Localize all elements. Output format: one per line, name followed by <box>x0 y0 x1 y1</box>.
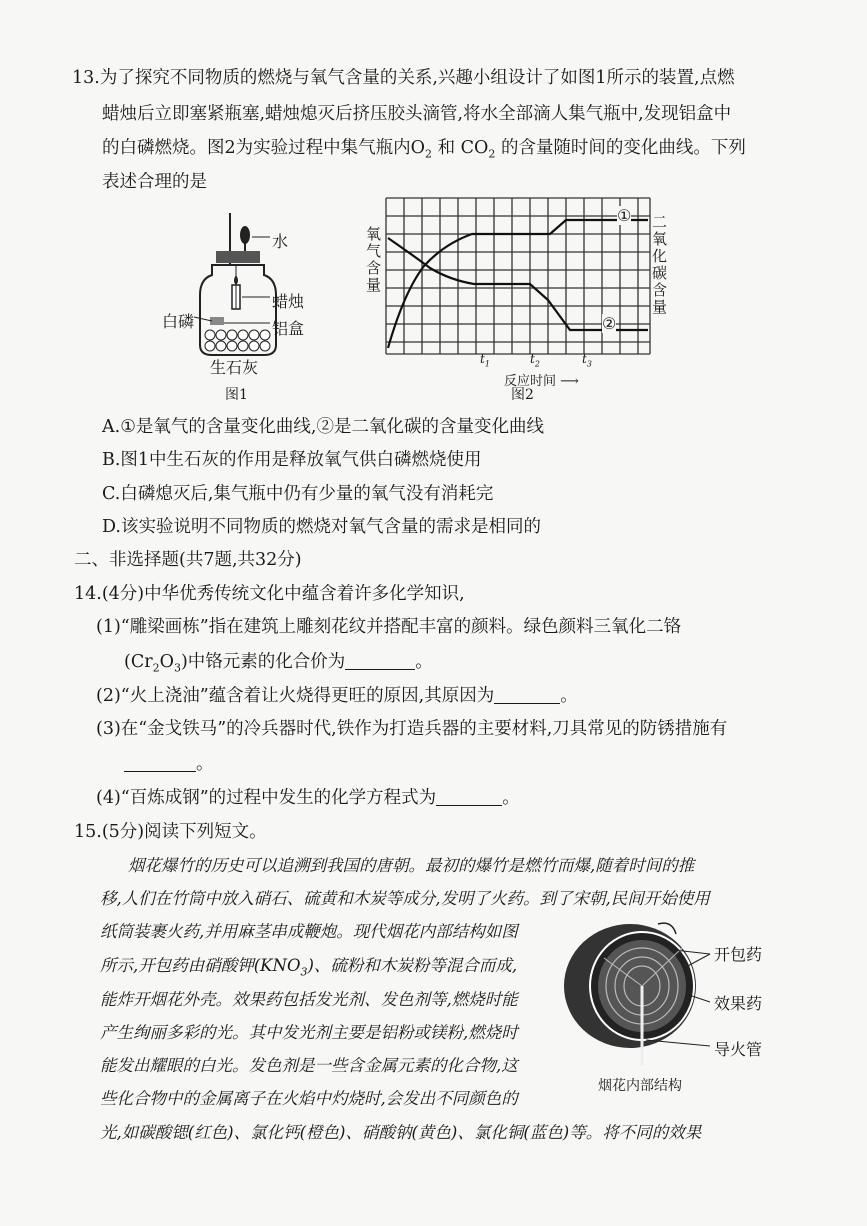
answer-blank-4[interactable] <box>436 788 502 807</box>
firework-caption: 烟花内部结构 <box>598 1078 682 1094</box>
q13-line-1 <box>72 64 735 89</box>
co2-formula: 和 CO <box>432 138 489 158</box>
q14-part-4-end: 。 <box>502 788 520 808</box>
curve-1-marker: ① <box>617 206 632 225</box>
option-d: D.该实验说明不同物质的燃烧对氧气含量的需求是相同的 <box>102 517 541 537</box>
o-sub: 3 <box>173 661 181 675</box>
option-a: A.①是氧气的含量变化曲线,②是二氧化碳的含量变化曲线 <box>102 417 544 437</box>
answer-blank-2[interactable] <box>494 686 560 705</box>
t1-text: t <box>480 352 485 366</box>
q14-part-3-blank-line <box>124 750 214 775</box>
option-b: B.图1中生石灰的作用是释放氧气供白磷燃烧使用 <box>102 450 482 470</box>
fig2-ylabel-left: 氧气含量 <box>366 225 382 294</box>
cr-formula-open: (Cr <box>124 652 153 672</box>
q14-part-3-end: 。 <box>196 754 214 774</box>
q14-part-4-text: (4)“百炼成钢”的过程中发生的化学方程式为 <box>96 788 437 808</box>
q15-passage-line-3: 纸筒装裹火药,并用麻茎串成鞭炮。现代烟花内部结构如图 <box>100 922 518 941</box>
fig1-label-candle: 蜡烛 <box>272 292 305 311</box>
q13-line-3 <box>102 134 746 161</box>
fig1-label-phosphorus: 白磷 <box>162 312 195 331</box>
fig1-label-box: 铝盒 <box>272 319 305 338</box>
o2-formula: O <box>410 138 425 158</box>
q14-part-4 <box>96 784 520 809</box>
fig2-xlabel: 反应时间 ⟶ <box>504 374 579 389</box>
xlabel-text: 反应时间 <box>504 374 557 389</box>
t2-sub: 2 <box>534 359 540 369</box>
q15-passage-line-5: 能炸开烟花外壳。效果药包括发光剂、发色剂等,燃烧时能 <box>100 990 518 1009</box>
q15-passage-line-6: 产生绚丽多彩的光。其中发光剂主要是铝粉或镁粉,燃烧时 <box>100 1023 518 1042</box>
q15-passage-line-4-tail: )、硫粉和木炭粉等混合而成, <box>307 956 518 975</box>
t3-text: t <box>582 352 587 366</box>
answer-blank-1[interactable] <box>345 652 415 671</box>
q14-part-2-end: 。 <box>560 686 578 706</box>
option-c: C.白磷熄灭后,集气瓶中仍有少量的氧气没有消耗完 <box>102 484 494 504</box>
q13-stem-1: 为了探究不同物质的燃烧与氧气含量的关系,兴趣小组设计了如图1所示的装置,点燃 <box>99 68 735 88</box>
q15-intro: 15.(5分)阅读下列短文。 <box>74 822 267 842</box>
t2-text: t <box>530 352 535 366</box>
fig1-label-water: 水 <box>272 232 289 251</box>
kno3-sub: 3 <box>300 965 308 979</box>
o2-sub: 2 <box>425 147 432 161</box>
answer-blank-3[interactable] <box>124 754 196 773</box>
q15-passage-line-7: 能发出耀眼的白光。发色剂是一些含金属元素的化合物,这 <box>100 1056 518 1075</box>
q14-part-1b <box>124 648 433 675</box>
fig1-label-lime: 生石灰 <box>210 358 259 377</box>
t1-sub: 1 <box>484 359 490 369</box>
fig2-tick-t1 <box>480 352 490 368</box>
q13-number: 13. <box>72 68 100 88</box>
fig2-ylabel-right: 二氧化碳含量 <box>652 213 668 316</box>
t3-sub: 3 <box>586 359 592 369</box>
figure-1-apparatus <box>160 205 360 405</box>
section-2-heading: 二、非选择题(共7题,共32分) <box>74 550 302 570</box>
q15-passage-line-9: 光,如碳酸锶(红色)、氯化钙(橙色)、硝酸钠(黄色)、氯化铜(蓝色)等。将不同的效果 <box>100 1123 702 1142</box>
q14-part-1b-text: )中铬元素的化合价为 <box>180 652 346 672</box>
q15-passage-line-4-text: 所示,开包药由硝酸钾(KNO <box>100 956 301 975</box>
q13-stem-3-end: 的含量随时间的变化曲线。下列 <box>495 138 746 158</box>
firework-label-burst: 开包药 <box>714 945 763 964</box>
o-formula: O <box>159 652 174 672</box>
q14-part-1b-end: 。 <box>415 652 433 672</box>
co2-sub: 2 <box>488 147 496 161</box>
q15-passage-line-2: 移,人们在竹筒中放入硝石、硫黄和木炭等成分,发明了火药。到了宋朝,民间开始使用 <box>100 889 710 908</box>
q14-intro: 14.(4分)中华优秀传统文化中蕴含着许多化学知识, <box>74 584 465 604</box>
cr-sub: 2 <box>152 661 160 675</box>
q15-passage-line-8: 些化合物中的金属离子在火焰中灼烧时,会发出不同颜色的 <box>100 1089 518 1108</box>
firework-label-fuse: 导火管 <box>714 1040 763 1059</box>
fig2-caption: 图2 <box>511 387 534 403</box>
fig2-tick-t3 <box>582 352 592 368</box>
firework-label-effect: 效果药 <box>714 994 763 1013</box>
q15-passage-line-1: 烟花爆竹的历史可以追溯到我国的唐朝。最初的爆竹是燃竹而爆,随着时间的推 <box>128 856 695 875</box>
q14-part-2 <box>96 682 578 707</box>
curve-2-marker: ② <box>602 314 617 333</box>
q14-part-2-text: (2)“火上浇油”蕴含着让火烧得更旺的原因,其原因为 <box>96 686 495 706</box>
q14-part-1a: (1)“雕梁画栋”指在建筑上雕刻花纹并搭配丰富的颜料。绿色颜料三氧化二铬 <box>96 617 682 637</box>
q13-stem-2: 蜡烛后立即塞紧瓶塞,蜡烛熄灭后挤压胶头滴管,将水全部滴人集气瓶中,发现铝盒中 <box>102 104 732 124</box>
fig1-caption: 图1 <box>225 387 248 403</box>
q14-part-3: (3)在“金戈铁马”的冷兵器时代,铁作为打造兵器的主要材料,刀具常见的防锈措施有 <box>96 719 728 739</box>
q13-stem-4: 表述合理的是 <box>102 172 207 192</box>
q15-passage-line-4 <box>100 952 517 978</box>
fig2-tick-t2 <box>530 352 540 368</box>
q13-stem-3: 的白磷燃烧。图2为实验过程中集气瓶内 <box>102 138 411 158</box>
